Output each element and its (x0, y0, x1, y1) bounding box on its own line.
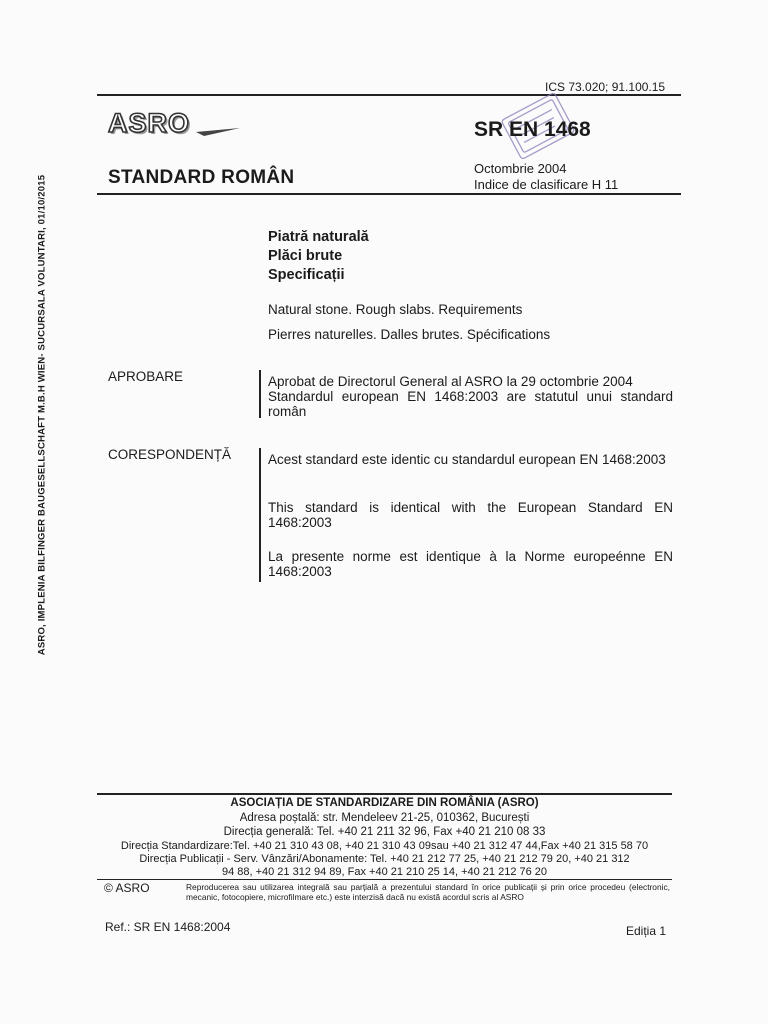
header-top-rule (97, 94, 681, 96)
title-french: Pierres naturelles. Dalles brutes. Spécifications (268, 327, 551, 342)
document-title (268, 228, 369, 285)
ics-code: ICS 73.020; 91.100.15 (545, 80, 666, 94)
footer-publications-direction: Direcția Publicații - Serv. Vânzări/Abonamente: Tel. +40 21 212 77 25, +40 21 212 79 20, +40 21 312 (139, 853, 630, 865)
title-line-3: Specificații (268, 267, 345, 283)
title-english: Natural stone. Rough slabs. Requirements (268, 302, 523, 317)
standard-type: STANDARD ROMÂN (108, 167, 295, 188)
correspondence-english: This standard is identical with the European Standard EN 1468:2003 (268, 500, 673, 530)
side-watermark-text: ASRO, IMPLENIA BILFINGER BAUGESELLSCHAFT M.B.H WIEN- SUCURSALA VOLUNTARI, 01/10/2015 (36, 174, 48, 656)
correspondence-label: CORESPONDENȚĂ (108, 447, 232, 462)
approval-text-1: Aprobat de Directorul General al ASRO la 29 octombrie 2004 (268, 374, 633, 389)
correspondence-romanian: Acest standard este identic cu standardul european EN 1468:2003 (268, 452, 666, 467)
footer-address: Adresa poștală: str. Mendeleev 21-25, 010362, București (239, 812, 530, 824)
approval-label: APROBARE (108, 369, 184, 384)
standard-number: SR EN 1468 (474, 118, 591, 141)
reproduction-notice: Reproducerea sau utilizarea integrală sau parțială a prezentului standard în orice publicații și prin orice procedeu (electronic, mecanic, fotocopiere, microfilmare etc.) este interzisă dacă nu există acordul scris al ASRO (186, 882, 670, 902)
footer-divider (97, 879, 672, 880)
edition-number: Ediția 1 (626, 924, 667, 938)
publication-date: Octombrie 2004 (474, 161, 567, 176)
correspondence-bar (259, 448, 261, 582)
footer-standardization-direction: Direcția Standardizare:Tel. +40 21 310 43 08, +40 21 310 43 09sau +40 21 312 47 44,Fax +40 21 315 58 70 (120, 840, 649, 852)
footer-general-direction: Direcția generală: Tel. +40 21 211 32 96, Fax +40 21 210 08 33 (223, 826, 546, 838)
title-line-2: Plăci brute (268, 248, 343, 264)
header-bottom-rule (97, 193, 681, 195)
footer-publications-continued: 94 88, +40 21 312 94 89, Fax +40 21 210 25 14, +40 21 212 76 20 (221, 866, 548, 878)
title-line-1: Piatră naturală (268, 229, 369, 245)
footer-organization: ASOCIAȚIA DE STANDARDIZARE DIN ROMÂNIA (ASRO) (230, 797, 539, 809)
copyright-notice: © ASRO (104, 881, 150, 895)
document-reference: Ref.: SR EN 1468:2004 (105, 920, 231, 934)
asro-logo (108, 108, 190, 139)
asro-logo-text: ASRO (108, 108, 191, 138)
approval-text-2: Standardul european EN 1468:2003 are statutul unui standard român (268, 389, 673, 419)
classification-index: Indice de clasificare H 11 (474, 177, 619, 192)
footer-top-rule (97, 793, 672, 795)
approval-bar (259, 370, 261, 418)
correspondence-french: La presente norme est identique à la Norme europeénne EN 1468:2003 (268, 549, 673, 579)
